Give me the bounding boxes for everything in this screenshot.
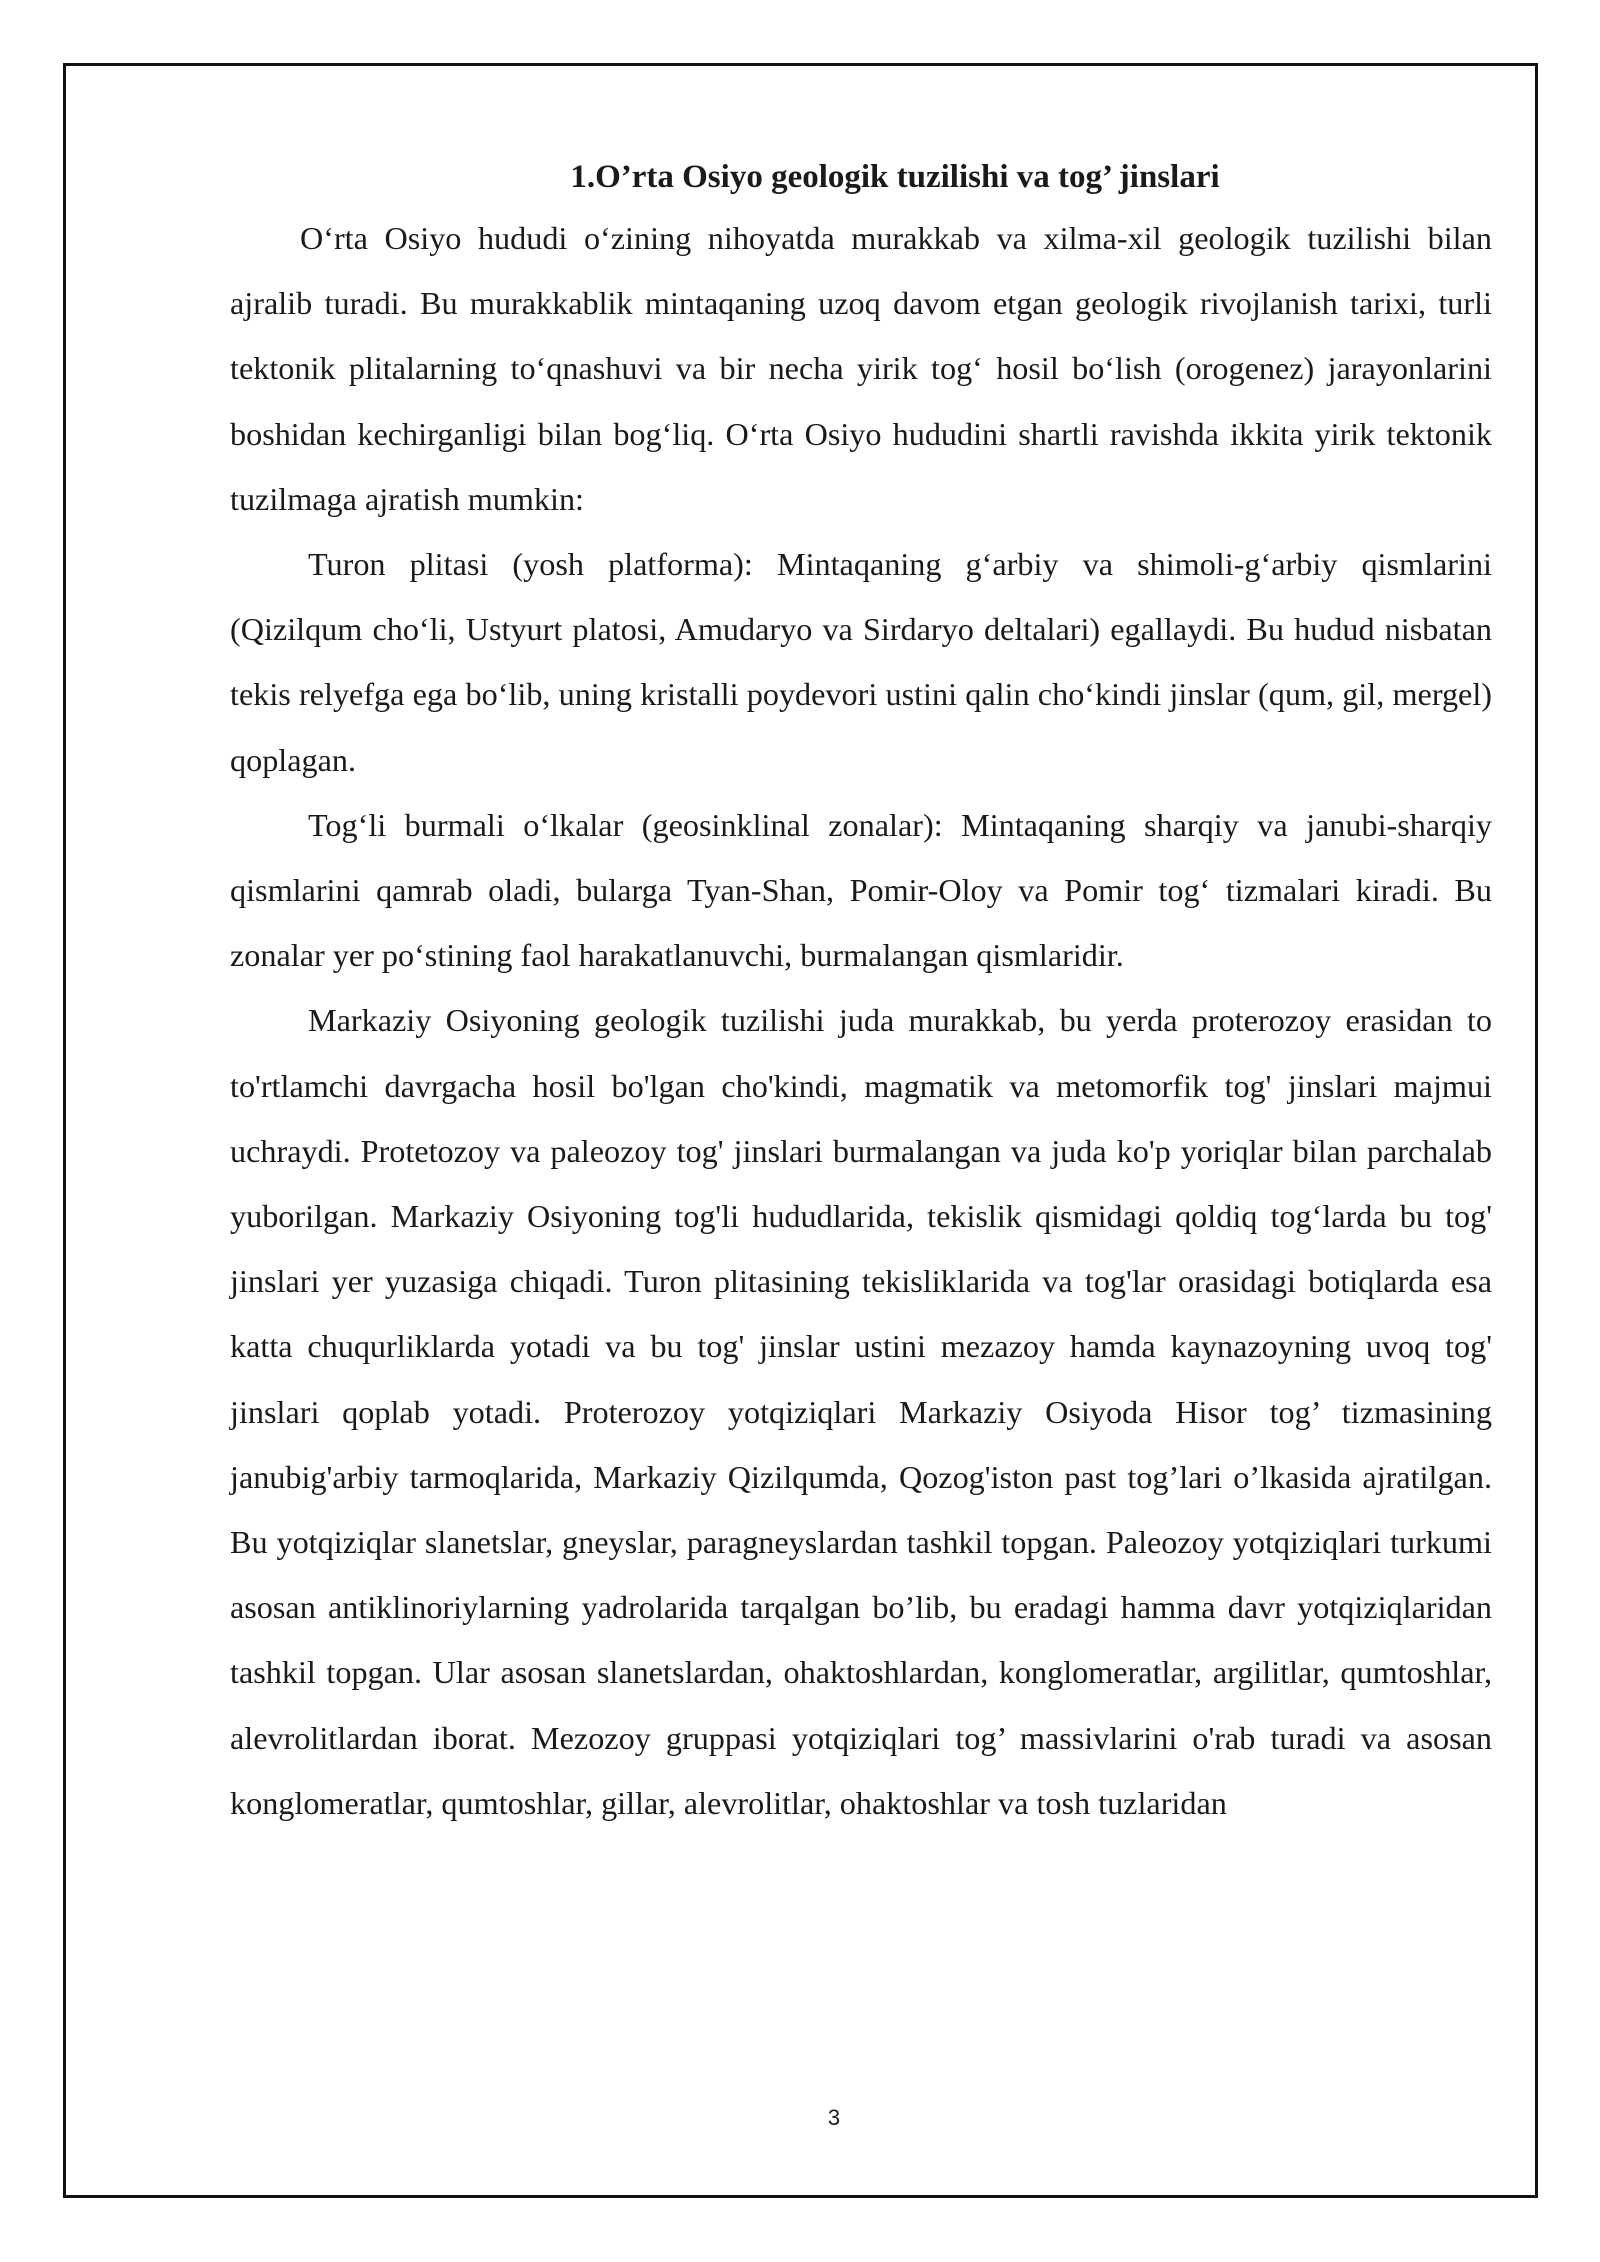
paragraph-turon-plate: Turon plitasi (yosh platforma): Mintaqaning g‘arbiy va shimoli-g‘arbiy qismlarini (Qizilqum cho‘li, Ustyurt platosi, Amudaryo va Sirdaryo deltalari) egallaydi. Bu hudud nisbatan tekis relyefga ega bo‘lib, uning kristalli poydevori ustini qalin cho‘kindi jinslar (qum, gil, mergel) qoplagan. bbox=[230, 546, 1492, 778]
paragraph-intro: O‘rta Osiyo hududi o‘zining nihoyatda murakkab va xilma-xil geologik tuzilishi bilan ajralib turadi. Bu murakkablik mintaqaning uzoq davom etgan geologik rivojlanish tarixi, turli tektonik plitalarning to‘qnashuvi va bir necha yirik tog‘ hosil bo‘lish (orogenez) jarayonlarini boshidan kechirganligi bilan bog‘liq. O‘rta Osiyo hududini shartli ravishda ikkita yirik tektonik tuzilmaga ajratish mumkin: bbox=[230, 220, 1492, 517]
document-body bbox=[230, 148, 1492, 1836]
page-number: 3 bbox=[827, 2105, 841, 2130]
section-title: 1.O’rta Osiyo geologik tuzilishi va tog’ jinslari bbox=[570, 159, 1220, 195]
paragraph-geologic-structure: Markaziy Osiyoning geologik tuzilishi juda murakkab, bu yerda proterozoy erasidan to to'rtlamchi davrgacha hosil bo'lgan cho'kindi, magmatik va metomorfik tog' jinslari majmui uchraydi. Protetozoy va paleozoy tog' jinslari burmalangan va juda ko'p yoriqlar bilan parchalab yuborilgan. Markaziy Osiyoning tog'li hududlarida, tekislik qismidagi qoldiq tog‘larda bu tog' jinslari yer yuzasiga chiqadi. Turon plitasining tekisliklarida va tog'lar orasidagi botiqlarda esa katta chuqurliklarda yotadi va bu tog' jinslar ustini mezazoy hamda kaynazoyning uvoq tog' jinslari qoplab yotadi. Proterozoy yotqiziqlari Markaziy Osiyoda Hisor tog’ tizmasining janubig'arbiy tarmoqlarida, Markaziy Qizilqumda, Qozog'iston past tog’lari o’lkasida ajratilgan. Bu yotqiziqlar slanetslar, gneyslar, paragneyslardan tashkil topgan. Paleozoy yotqiziqlari turkumi asosan antiklinoriylarning yadrolarida tarqalgan bo’lib, bu eradagi hamma davr yotqiziqlaridan tashkil topgan. Ular asosan slanetslardan, ohaktoshlardan, konglomeratlar, argilitlar, qumtoshlar, alevrolitlardan iborat. Mezozoy gruppasi yotqiziqlari tog’ massivlarini o'rab turadi va asosan konglomeratlar, qumtoshlar, gillar, alevrolitlar, ohaktoshlar va tosh tuzlaridan bbox=[230, 1002, 1492, 1821]
paragraph-folded-mountains: Tog‘li burmali o‘lkalar (geosinklinal zonalar): Mintaqaning sharqiy va janubi-sharqiy qismlarini qamrab oladi, bularga Tyan-Shan, Pomir-Oloy va Pomir tog‘ tizmalari kiradi. Bu zonalar yer po‘stining faol harakatlanuvchi, burmalangan qismlaridir. bbox=[230, 806, 1492, 974]
